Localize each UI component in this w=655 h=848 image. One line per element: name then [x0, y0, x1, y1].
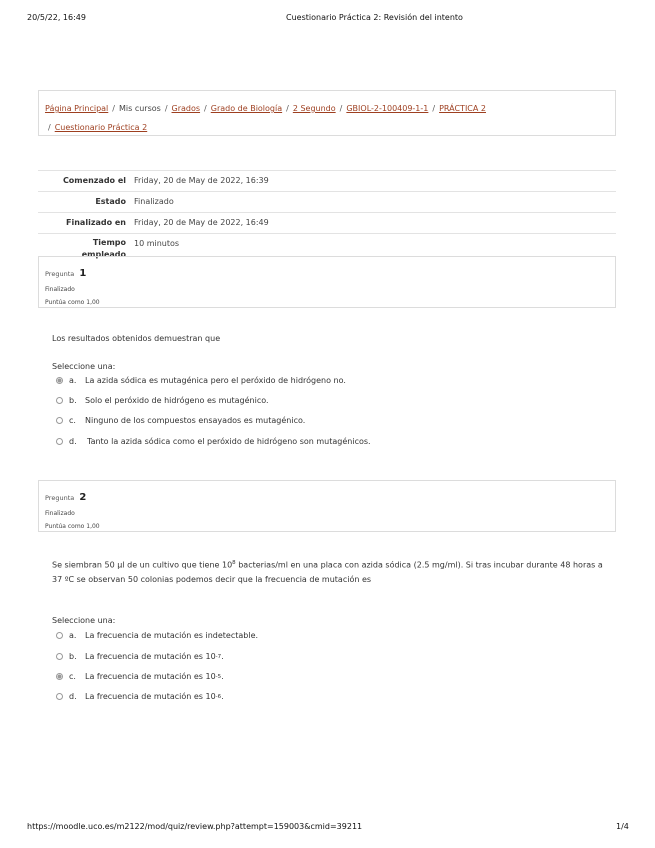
breadcrumb-practica[interactable]: PRÁCTICA 2	[439, 104, 486, 113]
question-number: 2	[79, 492, 87, 503]
question-1-info	[38, 256, 616, 308]
question-label: Pregunta	[45, 270, 75, 278]
question-1-prompt: Seleccione una:	[52, 362, 116, 371]
breadcrumb-course-code[interactable]: GBIOL-2-100409-1-1	[346, 104, 429, 113]
breadcrumb-grados[interactable]: Grados	[171, 104, 201, 113]
question-2-text: Se siembran 50 µl de un cultivo que tiene $10^8$ bacterias/ml en una placa con azida sódica (2.5 mg/ml). Si tras incubar durante 48 horas a 37 ºC se observan 50 colonias podemos decir que la frecuencia de mutación es	[52, 560, 603, 584]
question-1-text: Los resultados obtenidos demuestran que	[52, 334, 221, 343]
time-label: Tiempo empleado	[81, 238, 126, 259]
question-2-prompt: Seleccione una:	[52, 616, 116, 625]
summary-row-finished	[38, 213, 616, 234]
radio-icon[interactable]	[56, 653, 63, 660]
state-value: Finalizado	[134, 197, 174, 206]
question-mark: Puntúa como 1,00	[45, 523, 100, 530]
print-url: https://moodle.uco.es/m2122/mod/quiz/review.php?attempt=159003&cmid=39211	[27, 822, 363, 831]
question-state: Finalizado	[45, 510, 75, 517]
radio-icon[interactable]	[56, 632, 63, 639]
radio-icon[interactable]	[56, 438, 63, 445]
finished-label: Finalizado en	[66, 218, 126, 227]
print-page-number: 1/4	[616, 822, 629, 831]
print-datetime: 20/5/22, 16:49	[27, 13, 86, 22]
radio-selected-icon[interactable]	[56, 673, 63, 680]
question-mark: Puntúa como 1,00	[45, 299, 100, 306]
question-state: Finalizado	[45, 286, 75, 293]
breadcrumb-grado-biologia[interactable]: Grado de Biología	[210, 104, 283, 113]
summary-row-state	[38, 192, 616, 213]
radio-icon[interactable]	[56, 417, 63, 424]
breadcrumb-home[interactable]: Página Principal	[45, 104, 109, 113]
breadcrumb-quiz[interactable]: Cuestionario Práctica 2	[54, 123, 148, 132]
time-value: 10 minutos	[134, 239, 180, 248]
question-label: Pregunta	[45, 494, 75, 502]
q1-option-d[interactable]: d. Tanto la azida sódica como el peróxido de hidrógeno son mutagénicos.	[56, 437, 371, 446]
question-number: 1	[79, 268, 87, 279]
q2-option-d[interactable]: d. La frecuencia de mutación es 10 -6 .	[56, 692, 224, 701]
finished-value: Friday, 20 de May de 2022, 16:49	[134, 218, 269, 227]
q1-option-a[interactable]: a. La azida sódica es mutagénica pero el peróxido de hidrógeno no.	[56, 376, 346, 385]
breadcrumb: Página Principal / Mis cursos / Grados / Grado de Biología / 2 Segundo / GBIOL-2-100409-1-1 / PRÁCTICA 2 / Cuestionario Práctica 2	[38, 90, 616, 136]
print-title: Cuestionario Práctica 2: Revisión del intento	[286, 13, 463, 22]
q2-option-c[interactable]: c. La frecuencia de mutación es 10 -5 .	[56, 672, 224, 681]
radio-icon[interactable]	[56, 693, 63, 700]
q2-option-a[interactable]: a. La frecuencia de mutación es indetectable.	[56, 631, 258, 640]
q1-option-c[interactable]: c. Ninguno de los compuestos ensayados es mutagénico.	[56, 416, 305, 425]
state-label: Estado	[95, 197, 126, 206]
attempt-summary-table	[38, 170, 616, 263]
q2-option-b[interactable]: b. La frecuencia de mutación es 10 -7 .	[56, 652, 224, 661]
breadcrumb-segundo[interactable]: 2 Segundo	[292, 104, 336, 113]
breadcrumb-my-courses: Mis cursos	[118, 104, 161, 113]
started-label: Comenzado el	[62, 176, 126, 185]
question-2-info	[38, 480, 616, 532]
started-value: Friday, 20 de May de 2022, 16:39	[134, 176, 269, 185]
q1-option-b[interactable]: b. Solo el peróxido de hidrógeno es mutagénico.	[56, 396, 269, 405]
radio-selected-icon[interactable]	[56, 377, 63, 384]
radio-icon[interactable]	[56, 397, 63, 404]
summary-row-started	[38, 171, 616, 192]
